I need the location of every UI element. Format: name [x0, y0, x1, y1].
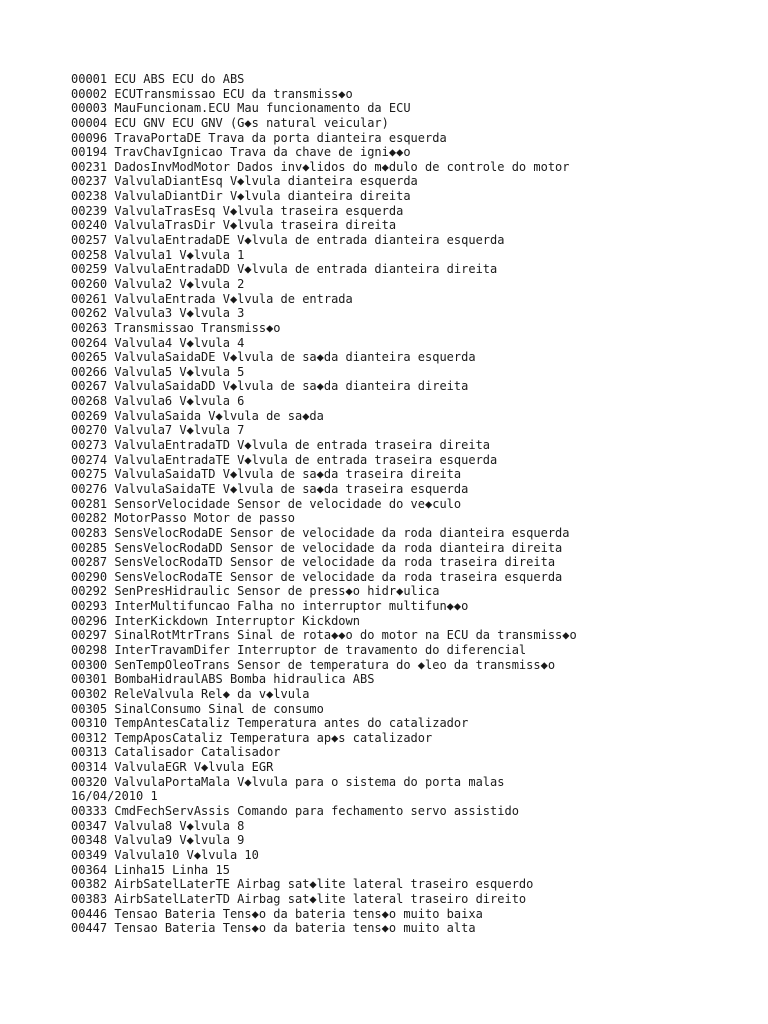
- text-line: 00276 ValvulaSaidaTE V◆lvula de sa◆da traseira esquerda: [71, 481, 469, 496]
- text-line: 00258 Valvula1 V◆lvula 1: [71, 247, 245, 262]
- text-line: 00194 TravChavIgnicao Trava da chave de igni◆◆o: [71, 145, 411, 160]
- text-line: 00268 Valvula6 V◆lvula 6: [71, 394, 245, 409]
- text-line: 00270 Valvula7 V◆lvula 7: [71, 423, 245, 438]
- text-line: 00260 Valvula2 V◆lvula 2: [71, 276, 245, 291]
- text-line: 00349 Valvula10 V◆lvula 10: [71, 847, 259, 862]
- text-line: 00238 ValvulaDiantDir V◆lvula dianteira direita: [71, 189, 411, 204]
- text-line: 00237 ValvulaDiantEsq V◆lvula dianteira esquerda: [71, 174, 418, 189]
- text-line: 00265 ValvulaSaidaDE V◆lvula de sa◆da dianteira esquerda: [71, 350, 476, 365]
- text-line: 00296 InterKickdown Interruptor Kickdown: [71, 613, 360, 628]
- fault-code-list: [71, 72, 577, 936]
- text-line: 00283 SensVelocRodaDE Sensor de velocidade da roda dianteira esquerda: [71, 525, 570, 540]
- text-line: 00287 SensVelocRodaTD Sensor de velocidade da roda traseira direita: [71, 555, 556, 570]
- text-line: 00285 SensVelocRodaDD Sensor de velocidade da roda dianteira direita: [71, 540, 563, 555]
- text-line: 00282 MotorPasso Motor de passo: [71, 511, 295, 526]
- text-line: 00004 ECU GNV ECU GNV (G◆s natural veicular): [71, 115, 389, 130]
- text-line: 00266 Valvula5 V◆lvula 5: [71, 364, 245, 379]
- text-line: 00312 TempAposCataliz Temperatura ap◆s catalizador: [71, 730, 433, 745]
- text-line: 00333 CmdFechServAssis Comando para fechamento servo assistido: [71, 804, 519, 819]
- text-line: 00274 ValvulaEntradaTE V◆lvula de entrada traseira esquerda: [71, 452, 498, 467]
- text-line: 00269 ValvulaSaida V◆lvula de sa◆da: [71, 408, 324, 423]
- text-line: 00281 SensorVelocidade Sensor de velocidade do ve◆culo: [71, 496, 462, 511]
- text-line: 00313 Catalisador Catalisador: [71, 745, 281, 760]
- text-line: 16/04/2010 1: [71, 789, 158, 804]
- text-line: 00001 ECU ABS ECU do ABS: [71, 72, 245, 86]
- text-line: 00273 ValvulaEntradaTD V◆lvula de entrada traseira direita: [71, 438, 491, 453]
- text-line: 00293 InterMultifuncao Falha no interruptor multifun◆◆o: [71, 599, 469, 614]
- text-line: 00292 SenPresHidraulic Sensor de press◆o hidr◆ulica: [71, 584, 440, 599]
- text-line: 00320 ValvulaPortaMala V◆lvula para o sistema do porta malas: [71, 774, 505, 789]
- text-line: 00290 SensVelocRodaTE Sensor de velocidade da roda traseira esquerda: [71, 569, 563, 584]
- text-line: 00305 SinalConsumo Sinal de consumo: [71, 701, 324, 716]
- text-line: 00275 ValvulaSaidaTD V◆lvula de sa◆da traseira direita: [71, 467, 462, 482]
- text-line: 00301 BombaHidraulABS Bomba hidraulica ABS: [71, 672, 375, 687]
- text-line: 00300 SenTempOleoTrans Sensor de temperatura do ◆leo da transmiss◆o: [71, 657, 556, 672]
- text-line: 00263 Transmissao Transmiss◆o: [71, 320, 281, 335]
- text-line: 00446 Tensao Bateria Tens◆o da bateria tens◆o muito baixa: [71, 906, 483, 921]
- text-line: 00383 AirbSatelLaterTD Airbag sat◆lite lateral traseiro direito: [71, 891, 527, 906]
- text-line: 00382 AirbSatelLaterTE Airbag sat◆lite lateral traseiro esquerdo: [71, 877, 534, 892]
- text-line: 00447 Tensao Bateria Tens◆o da bateria tens◆o muito alta: [71, 921, 476, 936]
- text-line: 00314 ValvulaEGR V◆lvula EGR: [71, 760, 274, 775]
- text-line: 00261 ValvulaEntrada V◆lvula de entrada: [71, 291, 353, 306]
- text-line: 00364 Linha15 Linha 15: [71, 862, 230, 877]
- text-line: 00003 MauFuncionam.ECU Mau funcionamento da ECU: [71, 101, 411, 116]
- text-line: 00259 ValvulaEntradaDD V◆lvula de entrada dianteira direita: [71, 262, 498, 277]
- text-line: 00002 ECUTransmissao ECU da transmiss◆o: [71, 86, 353, 101]
- text-line: 00267 ValvulaSaidaDD V◆lvula de sa◆da dianteira direita: [71, 379, 469, 394]
- text-line: 00264 Valvula4 V◆lvula 4: [71, 335, 245, 350]
- text-line: 00348 Valvula9 V◆lvula 9: [71, 833, 245, 848]
- text-line: 00231 DadosInvModMotor Dados inv◆lidos do m◆dulo de controle do motor: [71, 159, 570, 174]
- text-line: 00298 InterTravamDifer Interruptor de travamento do diferencial: [71, 642, 527, 657]
- text-line: 00297 SinalRotMtrTrans Sinal de rota◆◆o do motor na ECU da transmiss◆o: [71, 628, 577, 643]
- text-line: 00257 ValvulaEntradaDE V◆lvula de entrada dianteira esquerda: [71, 233, 505, 248]
- text-line: 00240 ValvulaTrasDir V◆lvula traseira direita: [71, 218, 397, 233]
- text-line: 00262 Valvula3 V◆lvula 3: [71, 306, 245, 321]
- text-line: 00310 TempAntesCataliz Temperatura antes do catalizador: [71, 716, 469, 731]
- text-line: 00302 ReleValvula Rel◆ da v◆lvula: [71, 686, 310, 701]
- text-line: 00347 Valvula8 V◆lvula 8: [71, 818, 245, 833]
- text-line: 00096 TravaPortaDE Trava da porta dianteira esquerda: [71, 130, 447, 145]
- text-line: 00239 ValvulaTrasEsq V◆lvula traseira esquerda: [71, 203, 404, 218]
